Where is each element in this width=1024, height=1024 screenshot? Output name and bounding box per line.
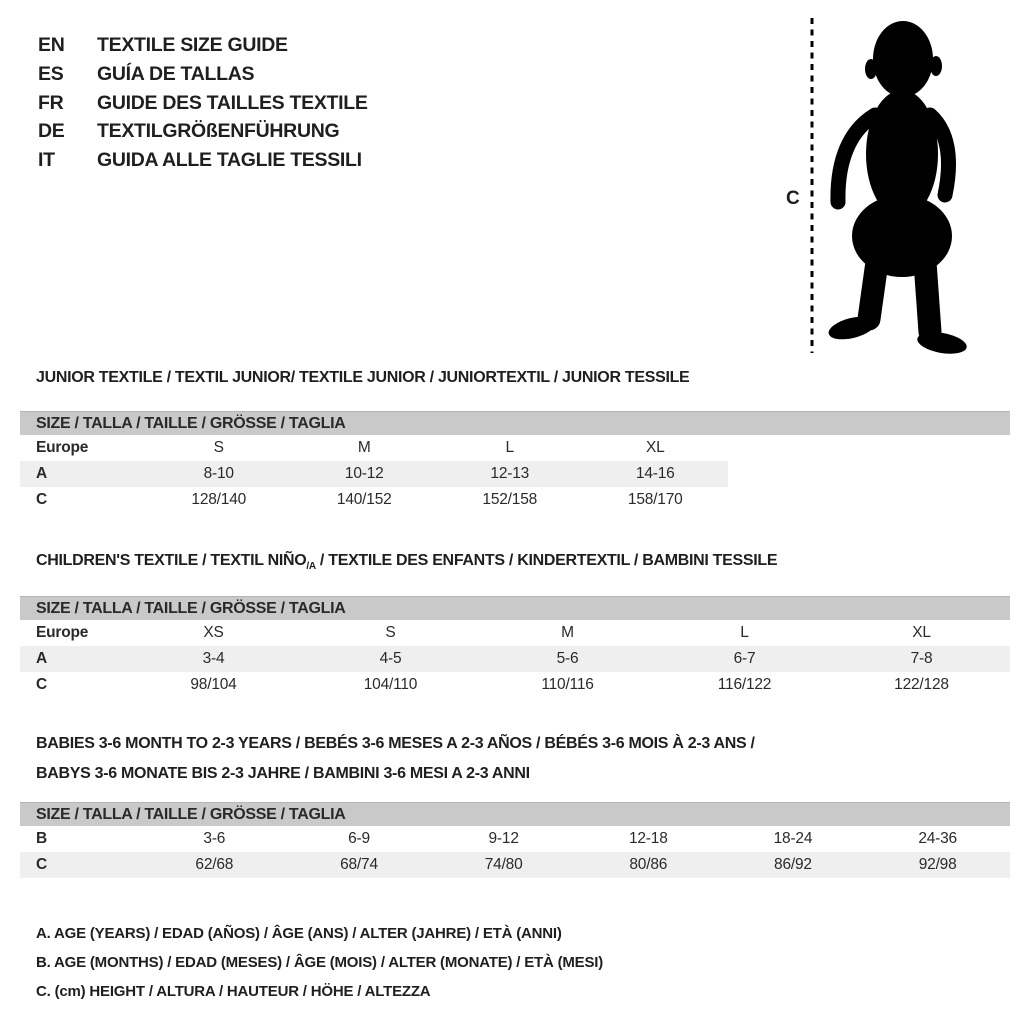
language-title: TEXTILGRÖßENFÜHRUNG [97,120,340,143]
size-cell: XL [645,439,665,456]
age-cell: 6-7 [733,650,756,668]
height-cell: 86/92 [774,856,812,874]
language-row-es [38,60,368,89]
childrens-table-header-bar: SIZE / TALLA / TAILLE / GRÖSSE / TAGLIA [20,596,1010,620]
toddler-silhouette-svg [778,12,1018,360]
table-row [20,435,728,461]
junior-size-table [20,435,728,513]
table-row [20,646,1010,672]
childrens-size-table [20,620,1010,698]
height-cell: 68/74 [340,856,378,874]
section-childrens-textile [20,551,1010,698]
language-code: DE [38,120,65,143]
height-cell: 98/104 [190,676,237,694]
language-index [38,31,368,175]
size-cell: M [357,439,371,456]
height-figure [778,12,1018,360]
language-row-en [38,31,368,60]
language-title: GUÍA DE TALLAS [97,62,255,85]
age-cell: 12-13 [490,465,530,482]
babies-heading-line2: BABYS 3-6 MONATE BIS 2-3 JAHRE / BAMBINI 3-6 MESI A 2-3 ANNI [36,765,530,783]
size-cell: XL [912,624,931,642]
table-row [20,620,1010,646]
junior-table-header-bar: SIZE / TALLA / TAILLE / GRÖSSE / TAGLIA [20,411,1010,435]
row-label: A [36,650,47,668]
height-cell: 152/158 [482,491,538,508]
height-cell: 92/98 [918,856,957,874]
size-cell: M [561,624,574,642]
row-label: C [36,491,47,508]
table-row [20,672,1010,698]
height-cell: 128/140 [191,491,247,508]
language-code: ES [38,62,64,85]
footnote-a: A. AGE (YEARS) / EDAD (AÑOS) / ÂGE (ANS) / ALTER (JAHRE) / ETÀ (ANNI) [36,925,562,943]
height-cell: 116/122 [717,676,772,694]
language-title: GUIDA ALLE TAGLIE TESSILI [97,149,362,172]
age-cell: 5-6 [556,650,579,668]
footnote-c: C. (cm) HEIGHT / ALTURA / HAUTEUR / HÖHE / ALTEZZA [36,983,431,1001]
language-code: IT [38,149,55,172]
size-cell: L [505,439,514,456]
language-code: EN [38,34,65,56]
table-row [20,852,1010,878]
toddler-silhouette-icon [826,21,968,357]
age-cell: 10-12 [344,465,384,482]
childrens-section-heading [36,551,1010,576]
height-cell: 80/86 [629,856,668,874]
height-cell: 140/152 [336,491,392,508]
row-label: Europe [36,624,89,642]
babies-table-header-bar: SIZE / TALLA / TAILLE / GRÖSSE / TAGLIA [20,802,1010,826]
age-cell: 14-16 [635,465,675,482]
size-tables-content [20,368,1010,1006]
heading-subscript: /A [306,561,316,573]
size-cell: XS [203,624,224,642]
age-cell: 12-18 [628,830,668,848]
babies-heading-line1: BABIES 3-6 MONTH TO 2-3 YEARS / BEBÉS 3-6 MESES A 2-3 AÑOS / BÉBÉS 3-6 MOIS À 2-3 ANS / [36,735,755,753]
size-cell: S [385,624,396,642]
table-row [20,826,1010,852]
language-row-fr [38,89,368,118]
age-cell: 9-12 [488,830,519,848]
language-row-de [38,117,368,146]
heading-text: CHILDREN'S TEXTILE / TEXTIL NIÑO [36,552,307,569]
age-cell: 4-5 [379,650,402,668]
section-babies [20,729,1010,878]
age-cell: 18-24 [773,830,813,848]
row-label: A [36,465,47,482]
height-cell: 104/110 [363,676,418,694]
age-cell: 3-4 [202,650,225,668]
age-cell: 3-6 [203,830,226,848]
age-cell: 6-9 [348,830,370,848]
language-title: TEXTILE SIZE GUIDE [97,34,288,56]
height-cell: 122/128 [894,676,949,694]
footnote-b: B. AGE (MONTHS) / EDAD (MESES) / ÂGE (MOIS) / ALTER (MONATE) / ETÀ (MESI) [36,954,604,972]
language-code: FR [38,91,64,114]
language-title: GUIDE DES TAILLES TEXTILE [97,91,368,114]
age-cell: 8-10 [203,465,234,482]
age-cell: 24-36 [918,830,957,848]
height-measure-label: C [786,188,800,209]
language-row-it [38,146,368,175]
height-cell: 62/68 [195,856,234,874]
section-junior-textile [20,368,1010,513]
table-row [20,487,728,513]
height-cell: 110/116 [541,676,594,694]
babies-size-table [20,826,1010,878]
row-label: C [36,676,47,694]
size-cell: S [213,439,224,456]
heading-text: / TEXTILE DES ENFANTS / KINDERTEXTIL / BAMBINI TESSILE [315,552,778,569]
age-cell: 7-8 [910,650,933,668]
height-cell: 158/170 [627,491,683,508]
height-cell: 74/80 [484,856,523,874]
row-label: C [36,856,47,874]
junior-section-heading: JUNIOR TEXTILE / TEXTIL JUNIOR/ TEXTILE JUNIOR / JUNIORTEXTIL / JUNIOR TESSILE [36,369,690,386]
footnotes [36,919,1010,1006]
table-row [20,461,728,487]
size-cell: L [740,624,749,642]
row-label: B [36,830,47,848]
babies-section-heading [36,729,1010,789]
row-label: Europe [36,439,89,456]
